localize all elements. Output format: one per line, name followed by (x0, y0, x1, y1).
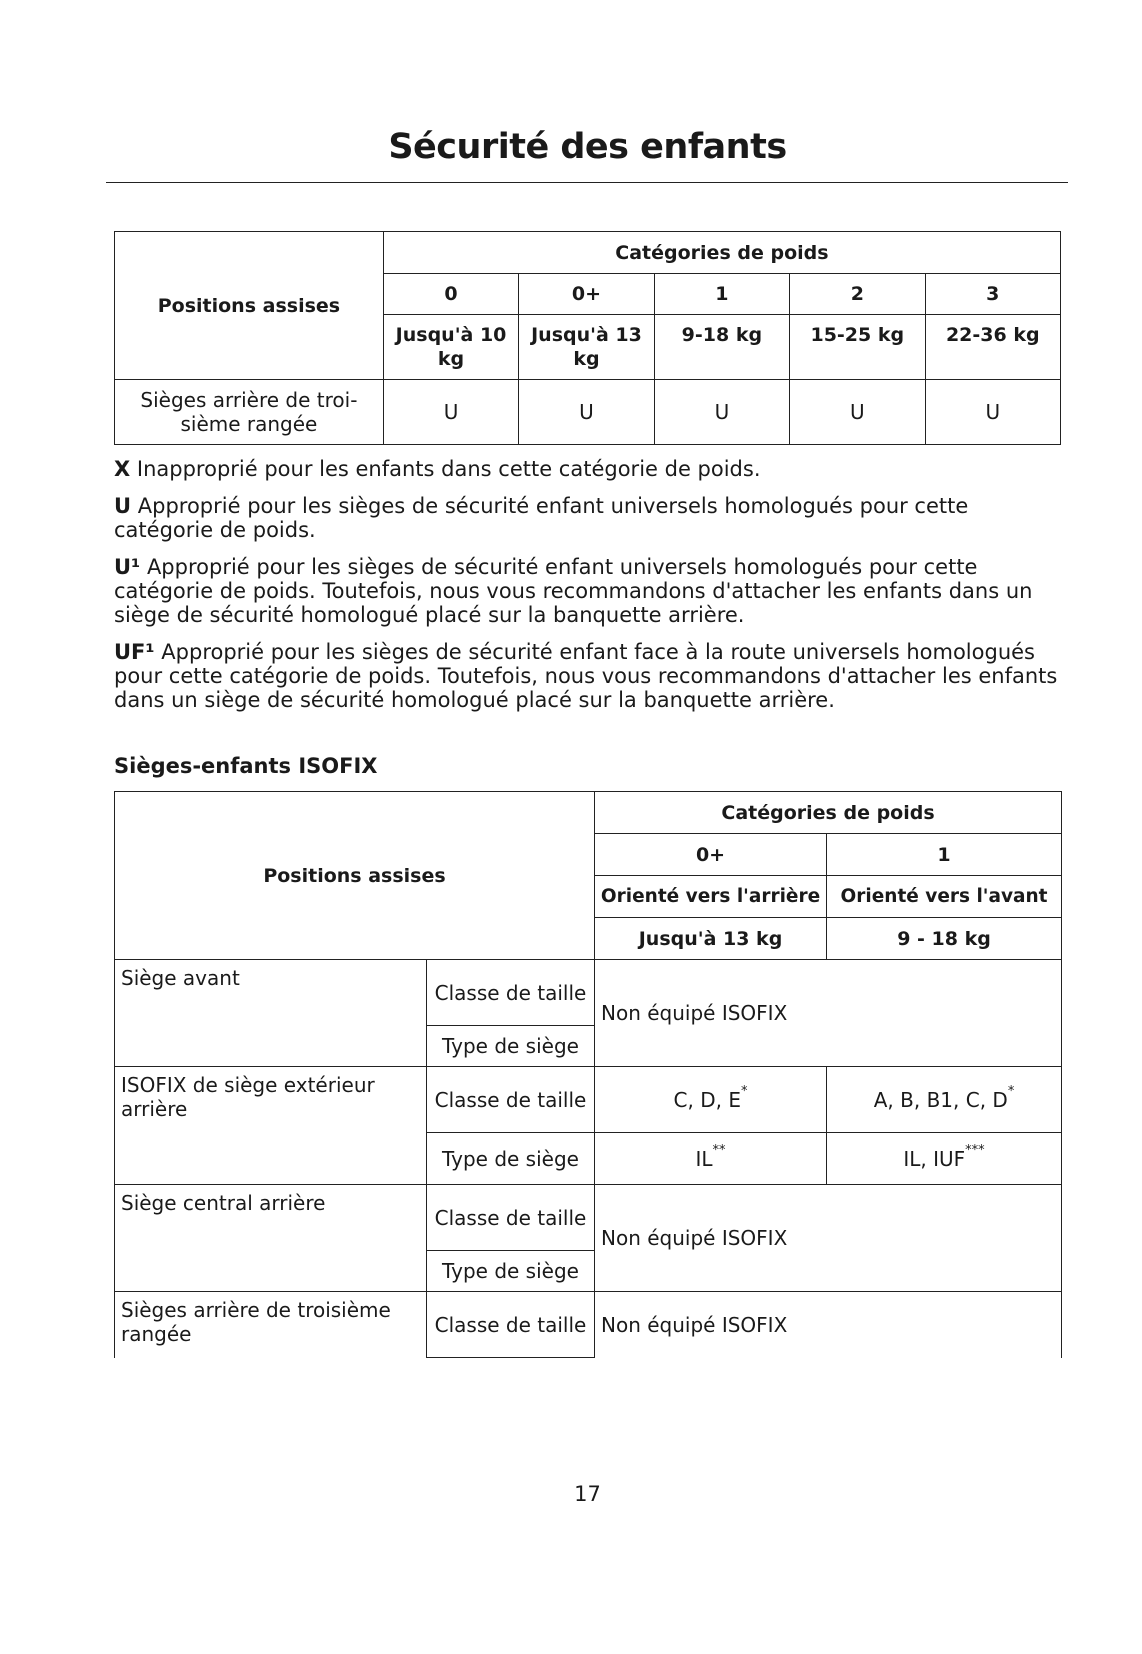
size-class-label: Classe de taille (427, 1185, 595, 1251)
categories-header: Catégories de poids (383, 232, 1060, 274)
size-class-value: C, D, E (673, 1087, 741, 1112)
orientation-front: Orienté vers l'avant (827, 876, 1062, 918)
group-0: 0 (383, 274, 518, 315)
legend-text: Approprié pour les sièges de sécurité enfant universels homologués pour cette catégorie de poids. Toutefois, nous vous recommandons d'attacher les enfants dans un siège de sécurité homologué placé sur la banquette arrière. (114, 555, 1033, 627)
row-third-row-seats: Sièges arrière de troisième rangée (115, 1292, 427, 1358)
not-equipped: Non équipé ISOFIX (595, 960, 1062, 1067)
footnote-mark: * (740, 1083, 748, 1099)
page-title: Sécurité des enfants (388, 127, 787, 167)
size-class-label: Classe de taille (427, 1292, 595, 1358)
seat-type-value: IL (695, 1146, 713, 1171)
seat-type-label: Type de siège (427, 1133, 595, 1185)
positions-header: Positions assises (115, 792, 595, 960)
size-class-label: Classe de taille (427, 1067, 595, 1133)
cell-value: U (925, 380, 1060, 445)
legend-key: U¹ (114, 555, 141, 579)
group-0plus: 0+ (519, 274, 654, 315)
row-rear-center-seat: Siège central arrière (115, 1185, 427, 1292)
row-third-row-seats: Sièges arrière de troi-sième rangée (115, 380, 384, 445)
orientation-rear: Orienté vers l'arrière (595, 876, 827, 918)
not-equipped: Non équipé ISOFIX (595, 1185, 1062, 1292)
size-class-1 (827, 1067, 1062, 1133)
size-class-value: A, B, B1, C, D (873, 1087, 1008, 1112)
isofix-table (114, 791, 1062, 1358)
size-class-label: Classe de taille (427, 960, 595, 1026)
weight-0: Jusqu'à 10 kg (383, 315, 518, 380)
footnote-mark: ** (712, 1142, 726, 1158)
seat-type-label: Type de siège (427, 1026, 595, 1067)
seat-type-value: IL, IUF (903, 1146, 966, 1171)
weight-0plus: Jusqu'à 13 kg (519, 315, 654, 380)
group-1: 1 (654, 274, 789, 315)
page-number: 17 (574, 1482, 601, 1506)
weight-0plus: Jusqu'à 13 kg (595, 918, 827, 960)
legend-text: Approprié pour les sièges de sécurité enfant face à la route universels homologués pour cette catégorie de poids. Toutefois, nous vous recommandons d'attacher les enfants dans un siège de sécurité homologué placé sur la banquette arrière. (114, 640, 1058, 712)
legend-item (114, 457, 1064, 481)
legend-item (114, 494, 1064, 542)
cell-value: U (519, 380, 654, 445)
title-divider (106, 182, 1068, 183)
weight-3: 22-36 kg (925, 315, 1060, 380)
legend-item (114, 555, 1064, 627)
group-0plus: 0+ (595, 834, 827, 876)
isofix-heading: Sièges-enfants ISOFIX (114, 754, 378, 778)
row-front-seat: Siège avant (115, 960, 427, 1067)
categories-header: Catégories de poids (595, 792, 1062, 834)
group-2: 2 (790, 274, 925, 315)
cell-value: U (654, 380, 789, 445)
legend-key: UF¹ (114, 640, 155, 664)
legend-item (114, 640, 1064, 712)
weight-1: 9 - 18 kg (827, 918, 1062, 960)
weight-category-table (114, 231, 1061, 445)
cell-value: U (383, 380, 518, 445)
legend-key: X (114, 457, 131, 481)
group-1: 1 (827, 834, 1062, 876)
footnote-mark: *** (965, 1142, 985, 1158)
row-rear-outer-seat: ISOFIX de siège extérieur arrière (115, 1067, 427, 1185)
seat-type-label: Type de siège (427, 1251, 595, 1292)
legend-key: U (114, 494, 132, 518)
legend-text: Inapproprié pour les enfants dans cette catégorie de poids. (136, 457, 761, 481)
positions-header: Positions assises (115, 232, 384, 380)
size-class-0plus (595, 1067, 827, 1133)
footnote-mark: * (1007, 1083, 1015, 1099)
weight-2: 15-25 kg (790, 315, 925, 380)
weight-1: 9-18 kg (654, 315, 789, 380)
seat-type-1 (827, 1133, 1062, 1185)
cell-value: U (790, 380, 925, 445)
group-3: 3 (925, 274, 1060, 315)
not-equipped: Non équipé ISOFIX (595, 1292, 1062, 1358)
legend-text: Approprié pour les sièges de sécurité enfant universels homologués pour cette catégorie de poids. (114, 494, 969, 542)
seat-type-0plus (595, 1133, 827, 1185)
